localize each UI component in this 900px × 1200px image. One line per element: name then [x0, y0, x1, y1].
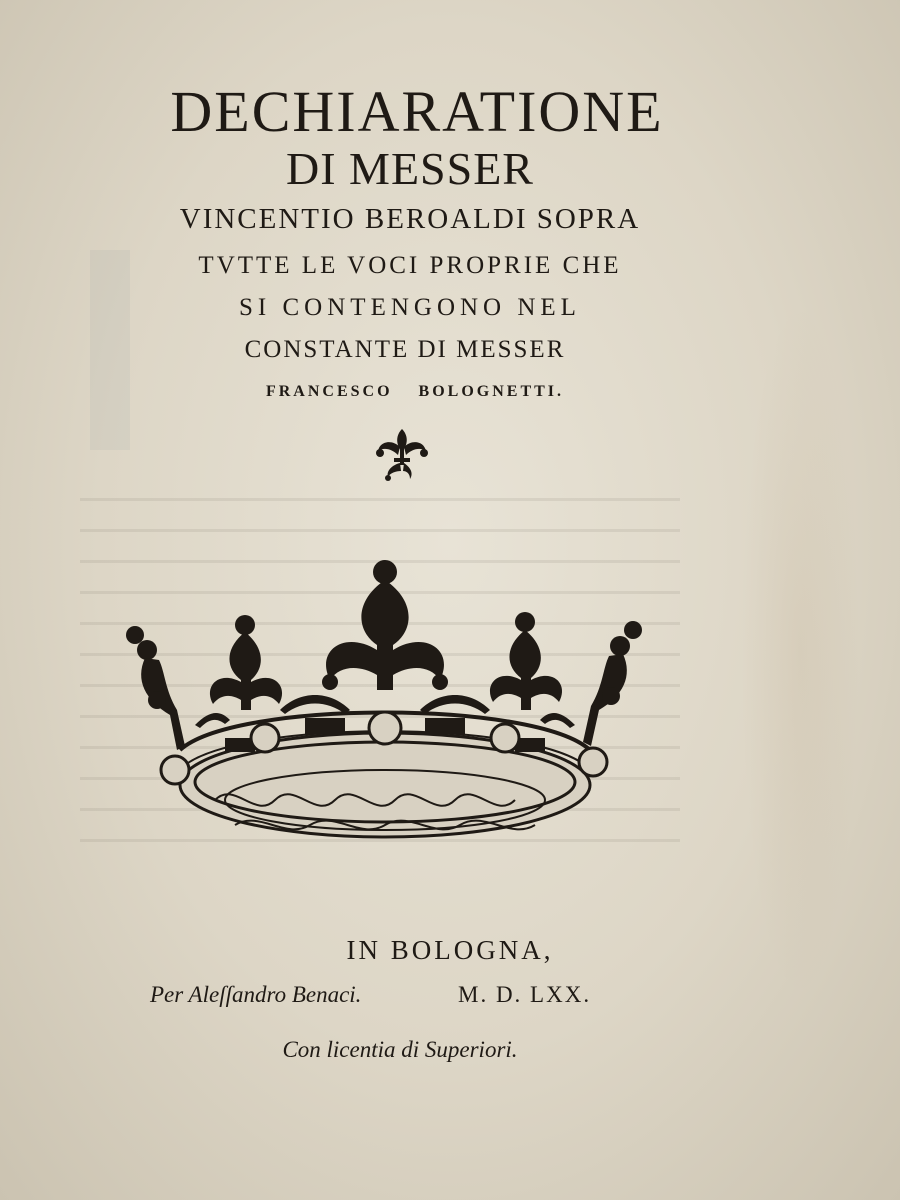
title-line-1: DECHIARATIONE: [170, 79, 664, 144]
title-line-3: VINCENTIO BEROALDI SOPRA: [179, 203, 641, 235]
imprint-year: M. D. LXX.: [458, 982, 592, 1007]
author-last-name: BOLOGNETTI.: [418, 383, 565, 400]
paper-stain: [90, 250, 130, 450]
imprint-place: IN BOLOGNA,: [346, 935, 554, 965]
imprint-printer-line: [150, 982, 670, 1008]
title-line-7: [240, 383, 590, 401]
imprint-printer: Per Aleſſandro Benaci.: [150, 982, 362, 1007]
paper-stain: [740, 300, 860, 1000]
title-line-5: SI CONTENGONO NEL: [239, 294, 581, 321]
title-line-2: DI MESSER: [286, 143, 534, 194]
imprint-license: Con licentia di Superiori.: [282, 1037, 518, 1062]
author-first-name: FRANCESCO: [265, 383, 393, 400]
title-line-4: TVTTE LE VOCI PROPRIE CHE: [198, 252, 622, 279]
fleuron-icon: [370, 425, 434, 483]
crown-woodcut: [115, 550, 655, 850]
title-line-6: CONSTANTE DI MESSER: [244, 336, 566, 363]
